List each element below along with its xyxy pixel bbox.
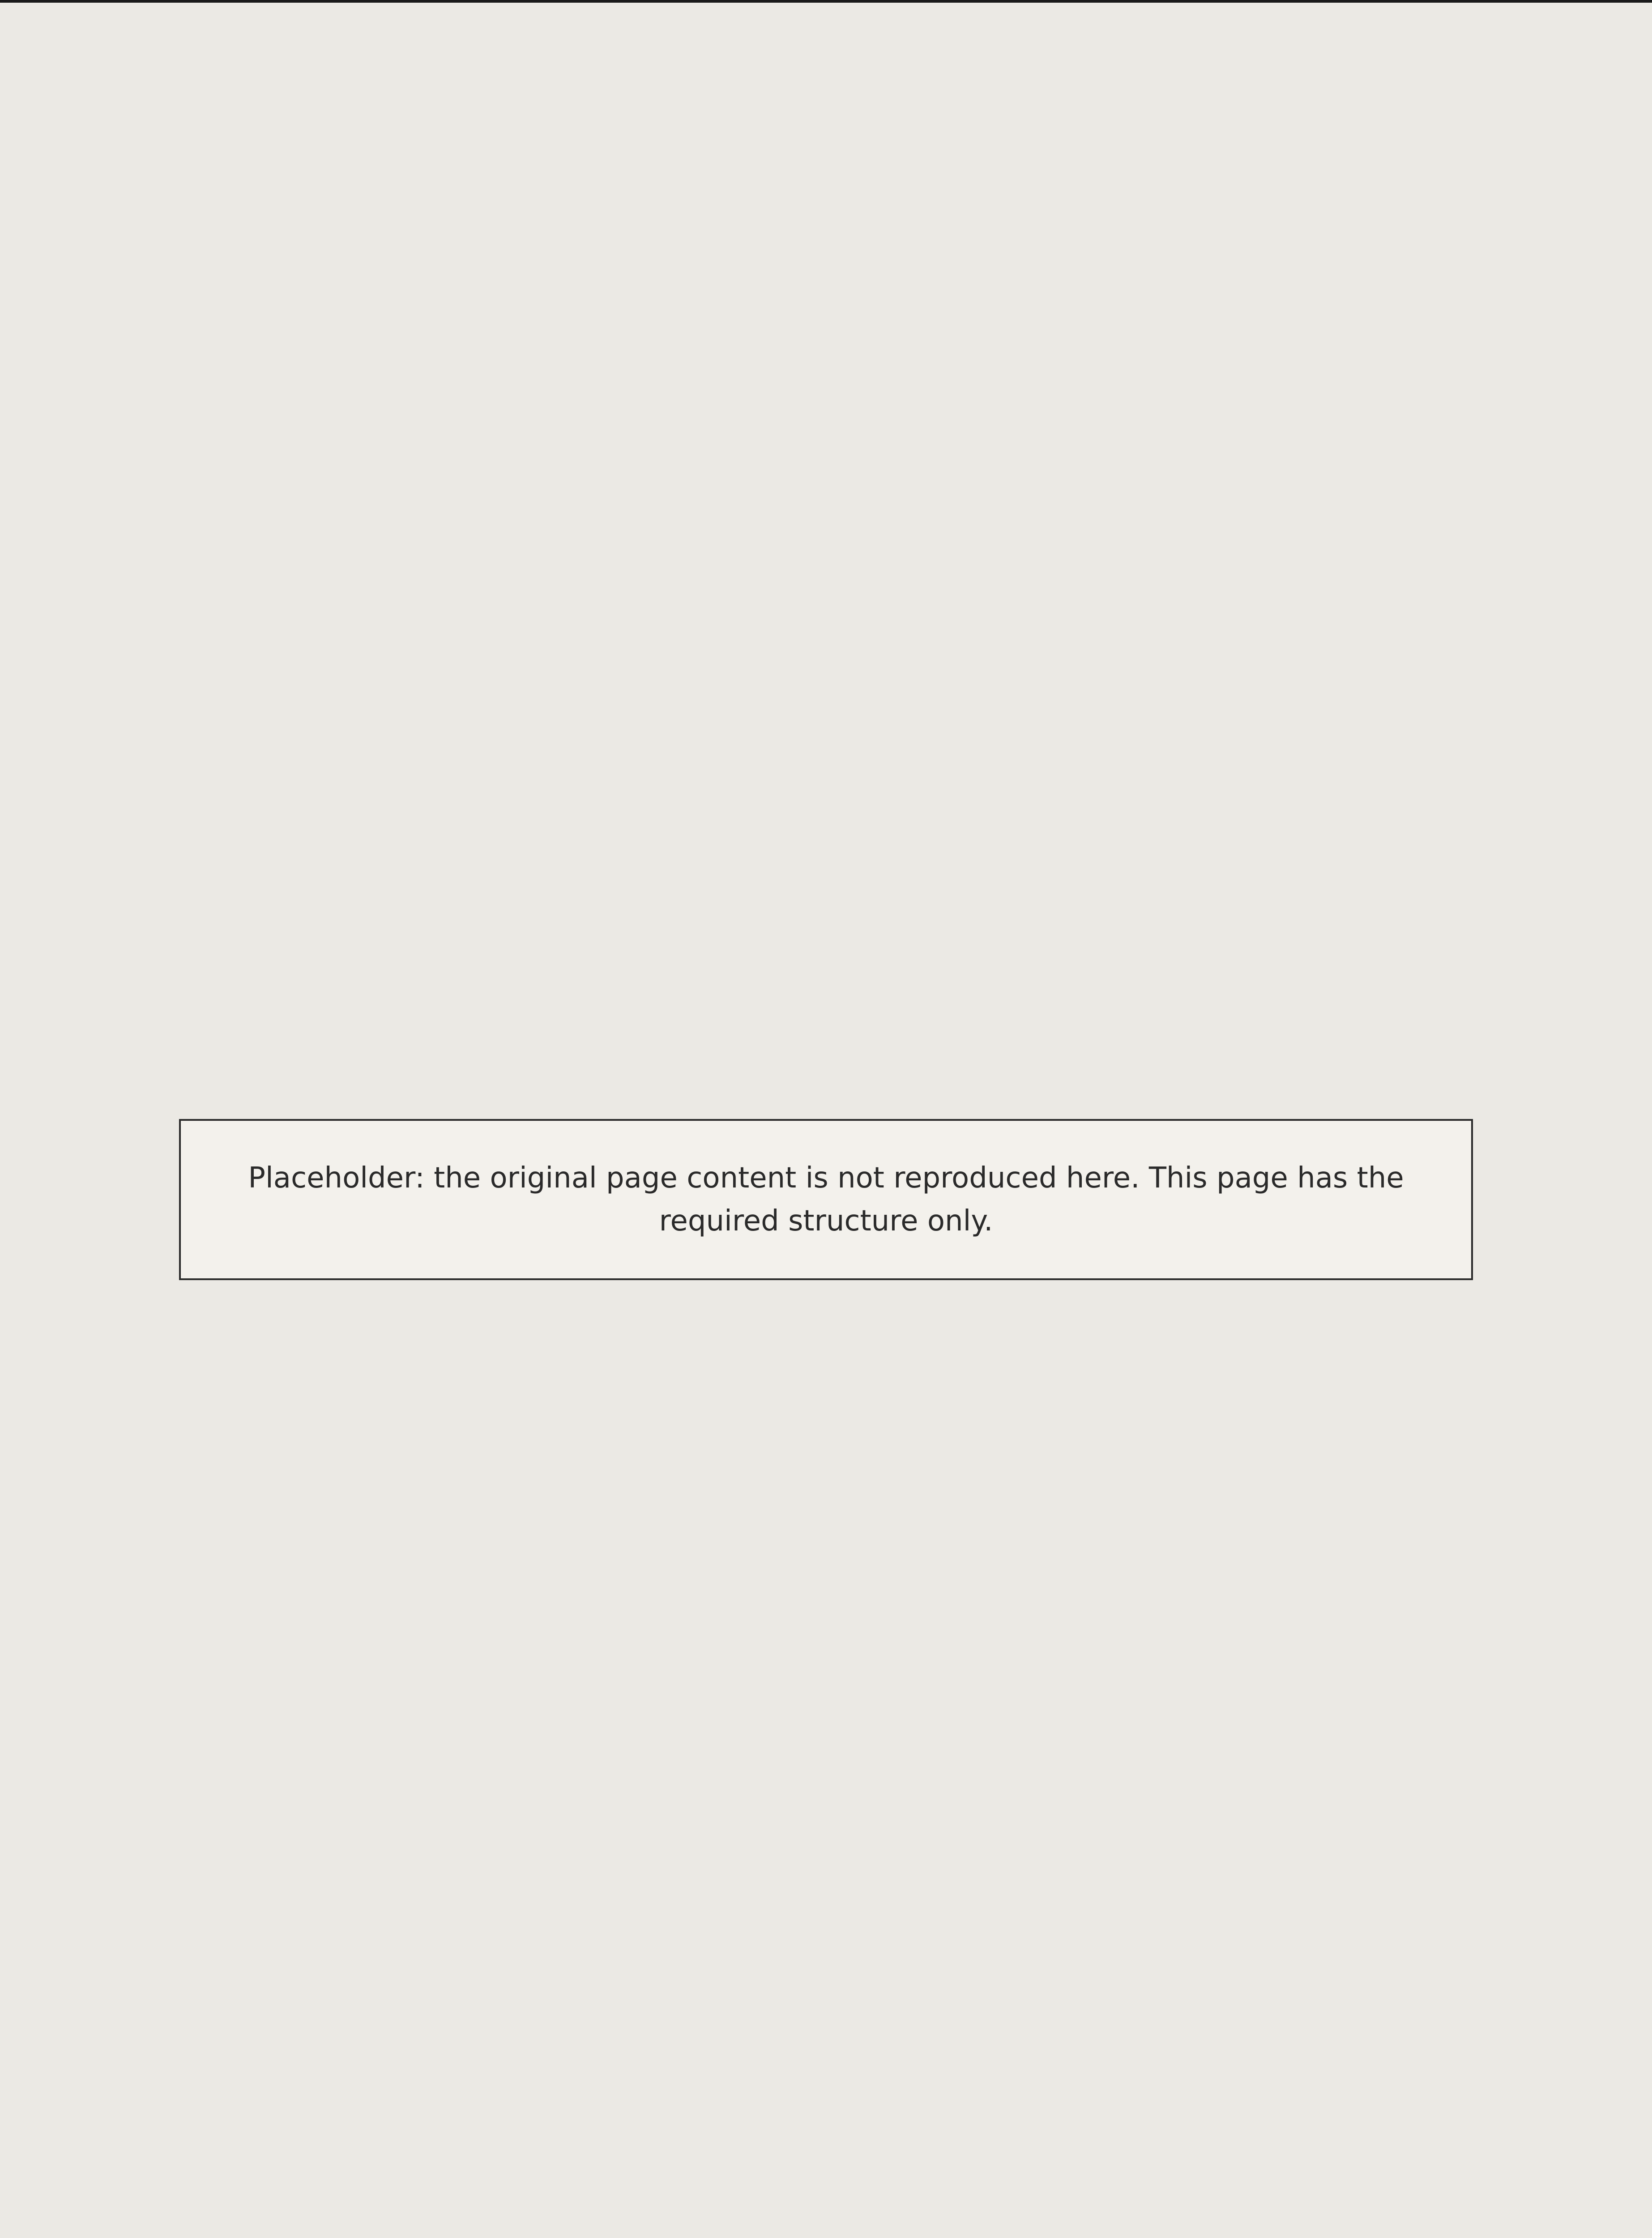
placeholder-notice: Placeholder: the original page content is not reproduced here. This page has the required structure only. <box>179 1119 1473 1280</box>
top-edge-band <box>0 0 1652 3</box>
